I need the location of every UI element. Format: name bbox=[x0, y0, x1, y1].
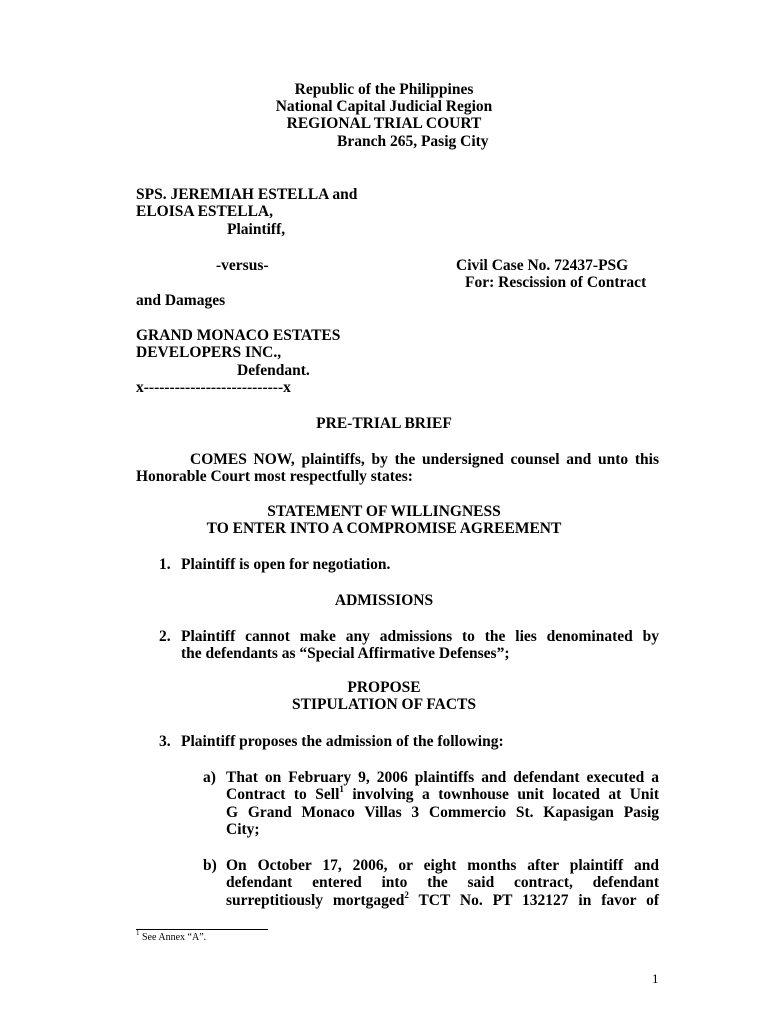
section-stipulation-heading1: PROPOSE bbox=[347, 679, 421, 696]
footnote-ref-2[interactable]: 2 bbox=[404, 889, 409, 900]
subitem-a-line1: That on February 9, 2006 plaintiffs and defendant executed a bbox=[226, 769, 659, 786]
subitem-a-line2: Contract to Sell$^1$ involving a townhouse unit located at Unit bbox=[226, 783, 659, 803]
page-number: 1 bbox=[652, 971, 659, 986]
item-3-text: Plaintiff proposes the admission of the following: bbox=[181, 733, 504, 750]
item-3-number: 3. bbox=[159, 733, 171, 750]
item-2-line2: the defendants as “Special Affirmative Defenses”; bbox=[181, 645, 510, 662]
subitem-a-label: a) bbox=[203, 769, 216, 786]
subitem-b-label: b) bbox=[203, 857, 217, 874]
footnote-1: $^1$ See Annex “A”. bbox=[136, 928, 207, 943]
subitem-a-line3: G Grand Monaco Villas 3 Commercio St. Kapasigan Pasig bbox=[226, 804, 659, 821]
defendant-role: Defendant. bbox=[237, 362, 310, 379]
subitem-b-line2: defendant entered into the said contract, defendant bbox=[226, 874, 659, 891]
item-2-line1: Plaintiff cannot make any admissions to the lies denominated by bbox=[181, 628, 659, 645]
section-stipulation-heading2: STIPULATION OF FACTS bbox=[291, 696, 477, 713]
intro-line2: Honorable Court most respectfully states: bbox=[136, 468, 413, 485]
item-2-number: 2. bbox=[159, 628, 171, 645]
subitem-b-line1: On October 17, 2006, or eight months after plaintiff and bbox=[226, 857, 659, 874]
header-region: National Capital Judicial Region bbox=[275, 98, 493, 115]
header-branch: Branch 265, Pasig City bbox=[337, 133, 489, 150]
case-number: Civil Case No. 72437-PSG bbox=[456, 257, 629, 274]
section-willingness-heading1: STATEMENT OF WILLINGNESS bbox=[267, 503, 501, 520]
defendant-name-line2: DEVELOPERS INC., bbox=[136, 344, 282, 361]
header-republic: Republic of the Philippines bbox=[294, 81, 474, 98]
section-willingness-heading2: TO ENTER INTO A COMPROMISE AGREEMENT bbox=[206, 520, 562, 537]
plaintiff-name-line1: SPS. JEREMIAH ESTELLA and bbox=[136, 186, 358, 203]
section-admissions-heading: ADMISSIONS bbox=[334, 592, 434, 609]
footnote-divider bbox=[136, 929, 268, 930]
case-nature-line1: For: Rescission of Contract bbox=[465, 274, 647, 291]
document-title: PRE-TRIAL BRIEF bbox=[316, 415, 452, 432]
footnote-ref-1[interactable]: 1 bbox=[339, 783, 344, 794]
item-1-number: 1. bbox=[159, 556, 171, 573]
defendant-name-line1: GRAND MONACO ESTATES bbox=[136, 327, 341, 344]
intro-line1: COMES NOW, plaintiffs, by the undersigned counsel and unto this bbox=[190, 451, 659, 468]
subitem-b-line3: surreptitiously mortgaged$^2$ TCT No. PT 132127 in favor of bbox=[226, 889, 659, 909]
versus-label: -versus- bbox=[216, 257, 269, 274]
plaintiff-name-line2: ELOISA ESTELLA, bbox=[136, 203, 273, 220]
plaintiff-role: Plaintiff, bbox=[227, 221, 286, 238]
subitem-a-line4: City; bbox=[226, 821, 260, 838]
caption-separator: x---------------------------x bbox=[136, 379, 291, 396]
case-nature-line2: and Damages bbox=[136, 292, 226, 309]
item-1-text: Plaintiff is open for negotiation. bbox=[181, 556, 391, 573]
header-court: REGIONAL TRIAL COURT bbox=[286, 115, 482, 132]
